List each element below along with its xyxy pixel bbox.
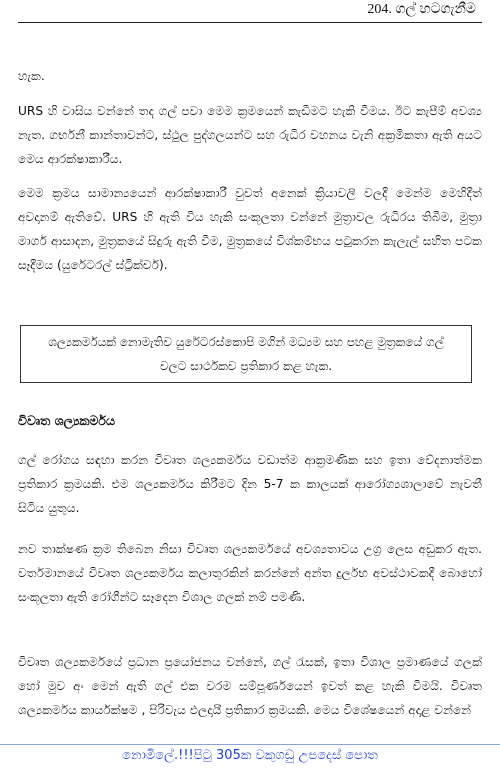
page-title: 204. ගල් හටගැනීම [367, 2, 476, 17]
highlight-box [20, 325, 472, 383]
page-header [18, 0, 482, 23]
paragraph-urs-risks: මෙම ක්‍රමය සාමාන්‍යයෙන් ආරක්ෂාකාරී වුවත් අනෙක් ක්‍රියාවලි වලදී මෙන්ම මෙහිදීත් අවදානම් ඇතිවේ. URS හි ඇති විය හැකි සංකූලතා වන්නේ මුත්‍රාවල රුධිරය තිබීම, මුත්‍රා මාර්ග ආසාදන, මුත්‍රකයේ සිදුරු ඇති වීම, මුත්‍රකයේ විශ්කම්භය පටුකරන කැලැල් සහිත පටක සෑදීමය (යුරේටරල් ස්ට්‍රික්චර්). [18, 186, 482, 272]
paragraph-open-surgery-intro: ගල් රෝගය සඳහා කරන විවෘත ශල්‍යකර්මය වඩාත්ම ආක්‍රමණික සහ ඉතා වේදනාත්මක ප්‍රතිකාර ක්‍රමයකි. එම ශල්‍යකර්මය කිරීමට දින 5-7 ක කාලයක් ආරෝග්‍යශාලාවේ නැවතී සිටිය යුතුය. [18, 453, 482, 515]
paragraph-continuation: හැක. [18, 69, 45, 83]
paragraph-open-surgery-reduced: නව තාක්ෂණ ක්‍රම තිබෙන නිසා විවෘත ශල්‍යකර්මයේ අවශ්‍යතාවය උග්‍ර ලෙස අඩුකර ඇත. වර්තමානයේ විවෘත ශල්‍යකර්මය කලාතුරකින් කරන්නේ අන්ත දුර්ලභ අවස්ථාවකදී බොහෝ සංකූලතා ඇති රෝගීන්ට සෑදෙන විශාල ගලක් නම් පමණි. [18, 542, 482, 604]
paragraph-urs-advantage: URS හි වාසිය වන්නේ තද ගල් පවා මෙම ක්‍රමයෙන් කැඩීමට හැකි වීමය. ඊට කැපීම් අවශ්‍ය නැත. ගර්භනී කාන්තාවන්ට, ස්ථුල පුද්ගලයන්ට සහ රුධිර වහනය වැනි අක්‍රමිකතා ඇති අයට මෙය ආරක්ෂාකාරීය. [18, 104, 482, 166]
highlight-text: ශල්‍යකර්මයක් නොමැතිව යුරේටරස්කොපි මගින් මධ්‍යම සහ පහළ මුත්‍රකයේ ගල් වලට සාර්ථකව ප්‍රතිකාර කළ හැක. [48, 335, 444, 373]
page-footer [0, 744, 500, 769]
section-heading: විවෘත ශල්‍යකර්මය [18, 413, 115, 428]
paragraph-open-surgery-benefit: විවෘත ශල්‍යකර්මයේ ප්‍රධාන ප්‍රයෝජනය වන්නේ, ගල් රැසක්, ඉතා විශාල ප්‍රමාණයේ ගලක් හෝ මුව අං මෙන් ඇති ගල් එක වරම සම්පූර්ණයෙන් ඉවත් කළ හැකි වීමයි. විවෘත ශල්‍යකර්මය කාර්යක්ෂම , පිරිවැය ඵලදායී ප්‍රතිකාර ක්‍රමයකි. මෙය විශේෂයෙන් අදාළ වන්නේ [18, 655, 482, 717]
footer-text: නොමිලේ.!!!පිටු 305ක වකුගඩු උපදෙස් පොත [122, 748, 378, 763]
